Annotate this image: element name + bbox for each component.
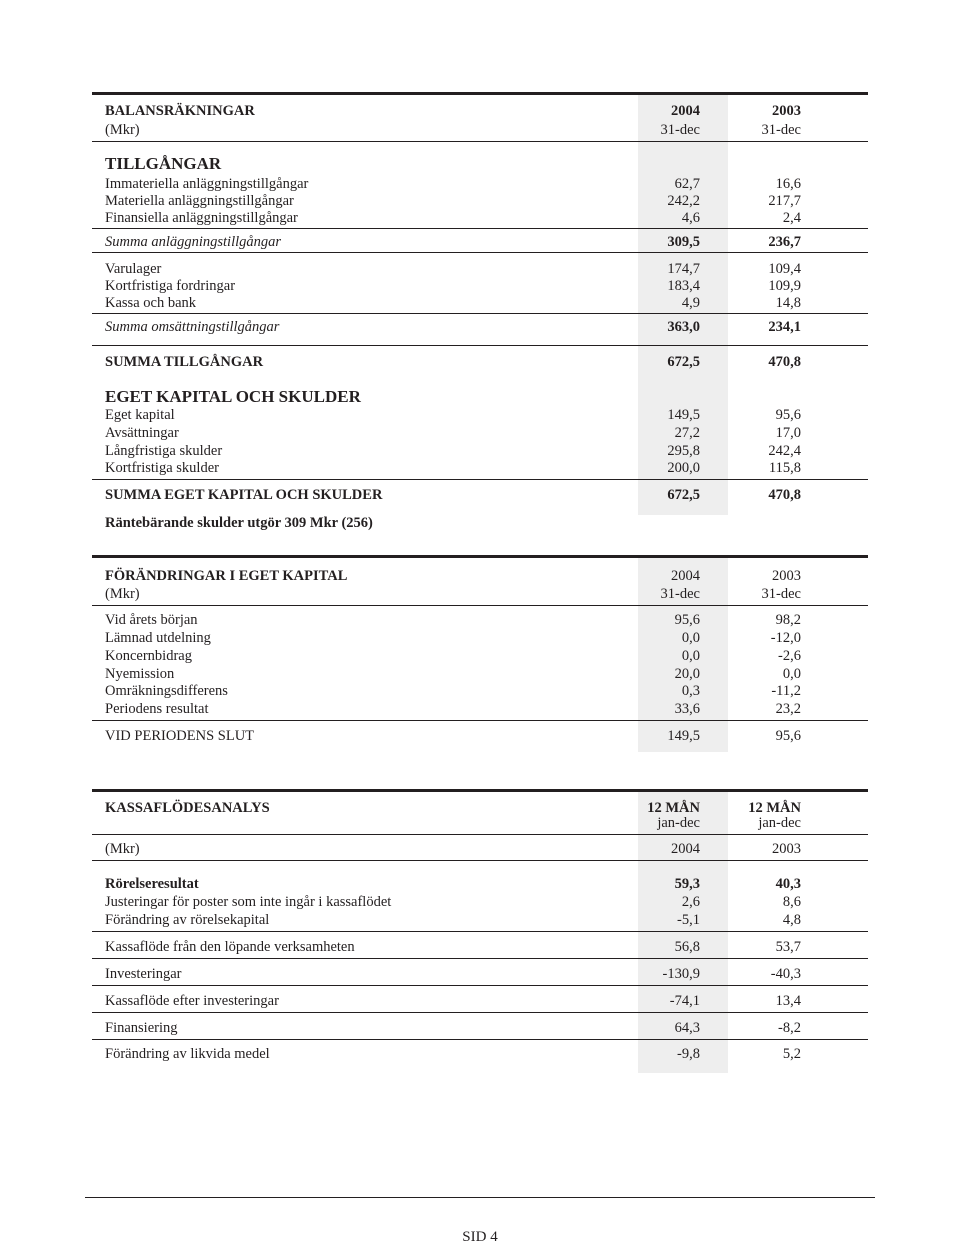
table-row: Nyemission 20,0 0,0	[105, 666, 801, 682]
row-rule	[92, 931, 868, 932]
table-row: Långfristiga skulder 295,8 242,4	[105, 443, 801, 459]
page-number: SID 4	[462, 1229, 498, 1245]
fixed-assets-total-row: Summa anläggningstillgångar 309,5 236,7	[105, 234, 801, 250]
row-rule	[92, 313, 868, 314]
balance-col2-date: 31-dec	[761, 122, 801, 138]
balance-col1-year: 2004	[671, 103, 700, 119]
table-row: Vid årets början 95,6 98,2	[105, 612, 801, 628]
table-row: Förändring av rörelsekapital -5,1 4,8	[105, 912, 801, 928]
equity-title: FÖRÄNDRINGAR I EGET KAPITAL	[105, 568, 348, 584]
row-rule	[92, 252, 868, 253]
row-rule	[92, 228, 868, 229]
liab-heading-row	[105, 388, 801, 406]
balance-subheader	[105, 121, 801, 139]
equity-total-row: VID PERIODENS SLUT 149,5 95,6	[105, 728, 801, 744]
cashflow-top-rule	[92, 789, 868, 792]
table-row: Förändring av likvida medel -9,8 5,2	[105, 1046, 801, 1062]
table-row: Finansiering 64,3 -8,2	[105, 1020, 801, 1036]
equity-header-rule	[92, 605, 868, 606]
balance-top-rule	[92, 92, 868, 95]
cashflow-unit-row: (Mkr) 2004 2003	[105, 841, 801, 857]
table-row: Varulager 174,7 109,4	[105, 261, 801, 277]
table-row: Kortfristiga skulder 200,0 115,8	[105, 460, 801, 476]
table-row: Immateriella anläggningstillgångar 62,7 16,6	[105, 176, 801, 192]
balance-unit: (Mkr)	[105, 122, 140, 138]
interest-note: Räntebärande skulder utgör 309 Mkr (256)	[105, 515, 373, 531]
table-row: Kortfristiga fordringar 183,4 109,9	[105, 278, 801, 294]
cashflow-subheader: jan-dec jan-dec	[657, 815, 801, 831]
equity-header: FÖRÄNDRINGAR I EGET KAPITAL 2004 2003	[105, 568, 801, 584]
row-rule	[92, 958, 868, 959]
table-row: Lämnad utdelning 0,0 -12,0	[105, 630, 801, 646]
liab-heading: EGET KAPITAL OCH SKULDER	[105, 387, 361, 406]
row-rule	[92, 479, 868, 480]
table-row: Kassa och bank 4,9 14,8	[105, 295, 801, 311]
op-result-row: Rörelseresultat 59,3 40,3	[105, 876, 801, 892]
balance-header-rule	[92, 141, 868, 142]
balance-col1-date: 31-dec	[660, 122, 700, 138]
row-rule	[92, 834, 868, 835]
assets-total-row: SUMMA TILLGÅNGAR 672,5 470,8	[105, 354, 801, 370]
footer-rule	[85, 1197, 875, 1198]
row-rule	[92, 345, 868, 346]
row-rule	[92, 1012, 868, 1013]
cashflow-header: KASSAFLÖDESANALYS 12 MÅN 12 MÅN	[105, 800, 801, 816]
interest-note-row	[105, 514, 801, 532]
table-row: Materiella anläggningstillgångar 242,2 217,7	[105, 193, 801, 209]
table-row: Omräkningsdifferens 0,3 -11,2	[105, 683, 801, 699]
table-row: Koncernbidrag 0,0 -2,6	[105, 648, 801, 664]
equity-subheader: (Mkr) 31-dec 31-dec	[105, 586, 801, 602]
row-rule	[92, 860, 868, 861]
liab-total-row: SUMMA EGET KAPITAL OCH SKULDER 672,5 470,8	[105, 487, 801, 503]
balance-header	[105, 102, 801, 120]
balance-title: BALANSRÄKNINGAR	[105, 103, 255, 119]
table-row: Eget kapital 149,5 95,6	[105, 407, 801, 423]
current-assets-total-row: Summa omsättningstillgångar 363,0 234,1	[105, 319, 801, 335]
assets-heading-row	[105, 155, 801, 173]
table-row: Kassaflöde från den löpande verksamheten 56,8 53,7	[105, 939, 801, 955]
equity-top-rule	[92, 555, 868, 558]
cashflow-title: KASSAFLÖDESANALYS	[105, 800, 270, 816]
assets-heading: TILLGÅNGAR	[105, 154, 222, 173]
row-rule	[92, 1039, 868, 1040]
row-rule	[92, 985, 868, 986]
table-row: Kassaflöde efter investeringar -74,1 13,4	[105, 993, 801, 1009]
table-row: Periodens resultat 33,6 23,2	[105, 701, 801, 717]
row-rule	[92, 720, 868, 721]
table-row: Finansiella anläggningstillgångar 4,6 2,4	[105, 210, 801, 226]
table-row: Avsättningar 27,2 17,0	[105, 425, 801, 441]
table-row: Justeringar för poster som inte ingår i kassaflödet 2,6 8,6	[105, 894, 801, 910]
balance-col2-year: 2003	[772, 103, 801, 119]
table-row: Investeringar -130,9 -40,3	[105, 966, 801, 982]
